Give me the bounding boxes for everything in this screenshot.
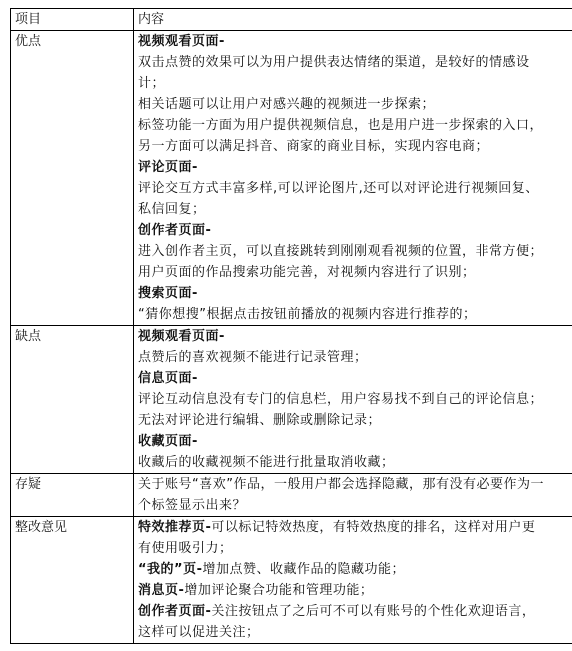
table-header-row — [11, 9, 572, 31]
row-label-cell: 缺点 — [11, 326, 134, 474]
content-line: 私信回复； — [138, 202, 206, 217]
document-page — [10, 8, 572, 644]
review-table — [10, 8, 572, 644]
suggestion-heading: 特效推荐页- — [138, 520, 212, 535]
suggestion-line — [138, 517, 568, 538]
section-heading: 搜索页面- — [138, 286, 198, 301]
section-heading: 视频观看页面- — [138, 329, 225, 344]
section-heading: 信息页面- — [138, 371, 198, 386]
table-row — [11, 326, 572, 474]
row-content-cell — [134, 326, 572, 474]
content-line: 标签功能一方面为用户提供视频信息，也是用户进一步探索的入口， — [138, 118, 544, 133]
content-line: 计； — [138, 76, 166, 91]
table-row — [11, 474, 572, 517]
row-content-cell — [134, 31, 572, 326]
content-line: 另一方面可以满足抖音、商家的商业目标，实现内容电商； — [138, 139, 490, 154]
content-line: 评论互动信息没有专门的信息栏，用户容易找不到自己的评论信息； — [138, 392, 544, 407]
row-content-cell — [134, 474, 572, 517]
header-cell-project: 项目 — [11, 9, 134, 31]
content-line: 关于账号“喜欢”作品，一般用户都会选择隐藏，那有没有必要作为一 — [138, 477, 544, 492]
section-heading: 创作者页面- — [138, 223, 212, 238]
suggestion-text: 增加点赞、收藏作品的隐藏功能； — [202, 562, 405, 577]
suggestion-line — [138, 601, 568, 622]
content-line: 进入创作者主页，可以直接跳转到刚刚观看视频的位置，非常方便； — [138, 244, 544, 259]
content-line: 个标签显示出来？ — [138, 498, 247, 513]
suggestion-line — [138, 580, 568, 601]
review-table-body — [11, 9, 572, 644]
content-line: 双击点赞的效果可以为用户提供表达情绪的渠道，是较好的情感设 — [138, 55, 530, 70]
row-label-cell: 优点 — [11, 31, 134, 326]
table-row — [11, 517, 572, 644]
content-line: 有使用吸引力； — [138, 541, 233, 556]
content-line: 用户页面的作品搜索功能完善，对视频内容进行了识别； — [138, 265, 476, 280]
suggestion-heading: 创作者页面- — [138, 604, 212, 619]
content-line: 相关话题可以让用户对感兴趣的视频进一步探索； — [138, 97, 436, 112]
content-line: 收藏后的收藏视频不能进行批量取消收藏； — [138, 455, 395, 470]
suggestion-line — [138, 559, 568, 580]
suggestion-text: 增加评论聚合功能和管理功能； — [184, 583, 374, 598]
content-line: 评论交互方式丰富多样,可以评论图片,还可以对评论进行视频回复、 — [138, 181, 539, 196]
row-label-cell: 存疑 — [11, 474, 134, 517]
row-label-cell: 整改意见 — [11, 517, 134, 644]
content-line: 无法对评论进行编辑、删除或删除记录； — [138, 413, 382, 428]
row-content-cell — [134, 517, 572, 644]
suggestion-heading: 消息页- — [138, 583, 185, 598]
content-line: 点赞后的喜欢视频不能进行记录管理； — [138, 350, 368, 365]
content-line: “猜你想搜”根据点击按钮前播放的视频内容进行推荐的； — [138, 307, 477, 322]
section-heading: 视频观看页面- — [138, 34, 225, 49]
section-heading: 评论页面- — [138, 160, 198, 175]
section-heading: 收藏页面- — [138, 434, 198, 449]
suggestion-heading: “我的”页- — [138, 562, 203, 577]
header-cell-content: 内容 — [134, 9, 572, 31]
table-row — [11, 31, 572, 326]
suggestion-text: 可以标记特效热度，有特效热度的排名，这样对用户更 — [211, 520, 536, 535]
content-line: 这样可以促进关注； — [138, 625, 260, 640]
suggestion-text: 关注按钮点了之后可不可以有账号的个性化欢迎语言， — [211, 604, 536, 619]
